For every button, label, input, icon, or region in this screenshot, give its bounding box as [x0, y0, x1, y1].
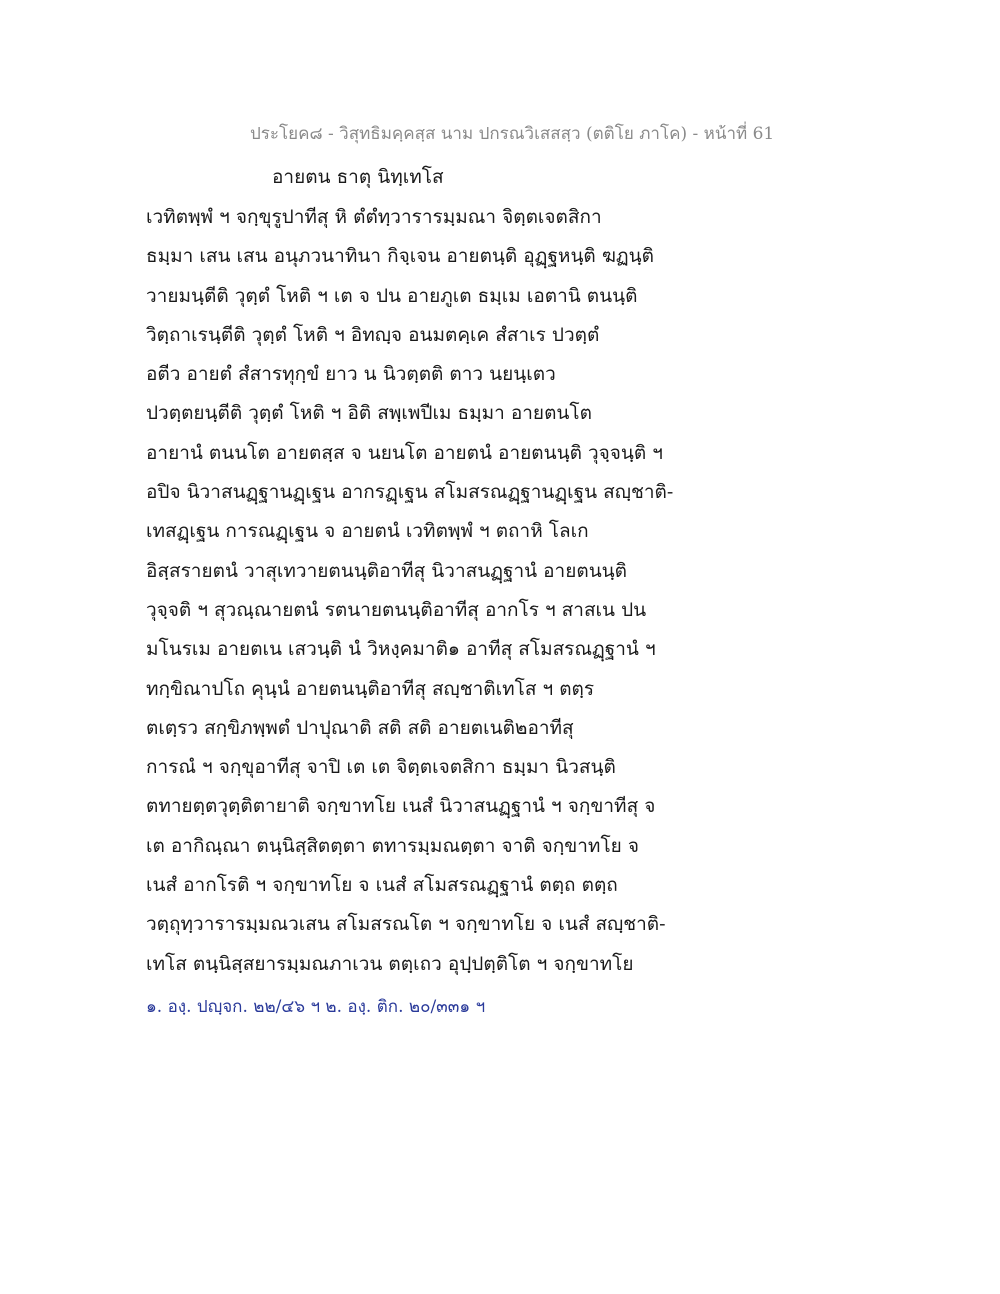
body-line: วิตฺถาเรนฺตีติ วุตฺตํ โหติ ฯ อิทญฺจ อนมตคฺเค สํสาเร ปวตฺตํ [146, 323, 600, 346]
body-line: วุจฺจติ ฯ สุวณฺณายตนํ รตนายตนนฺติอาทีสุ อากโร ฯ สาสเน ปน [146, 598, 647, 621]
section-title: อายตน ธาตุ นิทฺเทโส [272, 166, 444, 188]
body-line: เนสํ อากโรติ ฯ จกฺขาทโย จ เนสํ สโมสรณฏฺฐานํ ตตฺถ ตตฺถ [146, 874, 618, 897]
body-line: อตีว อายตํ สํสารทุกฺขํ ยาว น นิวตฺตติ ตาว นยนฺเตว [146, 363, 556, 386]
body-line: วตฺถุทฺวารารมฺมณวเสน สโมสรณโต ฯ จกฺขาทโย จ เนสํ สญฺชาติ- [146, 913, 666, 936]
body-line: เทสฏฺเฐน การณฏฺเฐน จ อายตนํ เวทิตพฺพํ ฯ ตถาหิ โลเก [146, 520, 589, 543]
running-head: ประโยค๘ - วิสุทธิมคฺคสฺส นาม ปกรณวิเสสสฺว (ตติโย ภาโค) - หน้าที่ 61 [250, 124, 775, 144]
body-line: มโนรเม อายตเน เสวนฺติ นํ วิหงฺคมาติ๑ อาทีสุ สโมสรณฏฺฐานํ ฯ [146, 638, 656, 661]
body-line: ตทายตฺตวุตฺติตายาติ จกฺขาทโย เนสํ นิวาสนฏฺฐานํ ฯ จกฺขาทีสุ จ [146, 795, 656, 818]
body-line: ธมฺมา เสน เสน อนุภวนาทินา กิจฺเจน อายตนฺติ อุฏฺฐหนฺติ ฆฏนฺติ [146, 245, 654, 268]
body-text [146, 198, 846, 984]
body-line: ปวตฺตยนฺตีติ วุตฺตํ โหติ ฯ อิติ สพฺเพปีเม ธมฺมา อายตนโต [146, 402, 592, 425]
body-line: ตเตฺรว สกฺขิภพฺพตํ ปาปุณาติ สติ สติ อายตเนติ๒อาทีสุ [146, 716, 574, 739]
body-line: อายานํ ตนนโต อายตสฺส จ นยนโต อายตนํ อายตนนฺติ วุจฺจนฺติ ฯ [146, 441, 663, 464]
body-line: อปิจ นิวาสนฏฺฐานฏฺเฐน อากรฏฺเฐน สโมสรณฏฺฐานฏฺเฐน สญฺชาติ- [146, 481, 674, 504]
body-line: เทโส ตนฺนิสฺสยารมฺมณภาเวน ตตฺเถว อุปฺปตฺติโต ฯ จกฺขาทโย [146, 952, 634, 975]
body-line: ทกฺขิณาปโถ คุนฺนํ อายตนนฺติอาทีสุ สญฺชาติเทโส ฯ ตตฺร [146, 677, 595, 700]
body-line: วายมนฺตีติ วุตฺตํ โหติ ฯ เต จ ปน อายภูเต ธมฺเม เอตานิ ตนนฺติ [146, 284, 638, 307]
body-line: เวทิตพฺพํ ฯ จกฺขุรูปาทีสุ หิ ตํตํทฺวารารมฺมณา จิตฺตเจตสิกา [146, 206, 602, 228]
body-line: เต อากิณฺณา ตนฺนิสฺสิตตฺตา ตทารมฺมณตฺตา จาติ จกฺขาทโย จ [146, 834, 639, 857]
body-line: การณํ ฯ จกฺขุอาทีสุ จาปิ เต เต จิตฺตเจตสิกา ธมฺมา นิวสนฺติ [146, 756, 616, 779]
footnote: ๑. องฺ. ปญฺจก. ๒๒/๔๖ ฯ ๒. องฺ. ติก. ๒๐/๓๓๑ ฯ [146, 997, 486, 1017]
body-line: อิสฺสรายตนํ วาสุเทวายตนนฺติอาทีสุ นิวาสนฏฺฐานํ อายตนนฺติ [146, 559, 628, 582]
